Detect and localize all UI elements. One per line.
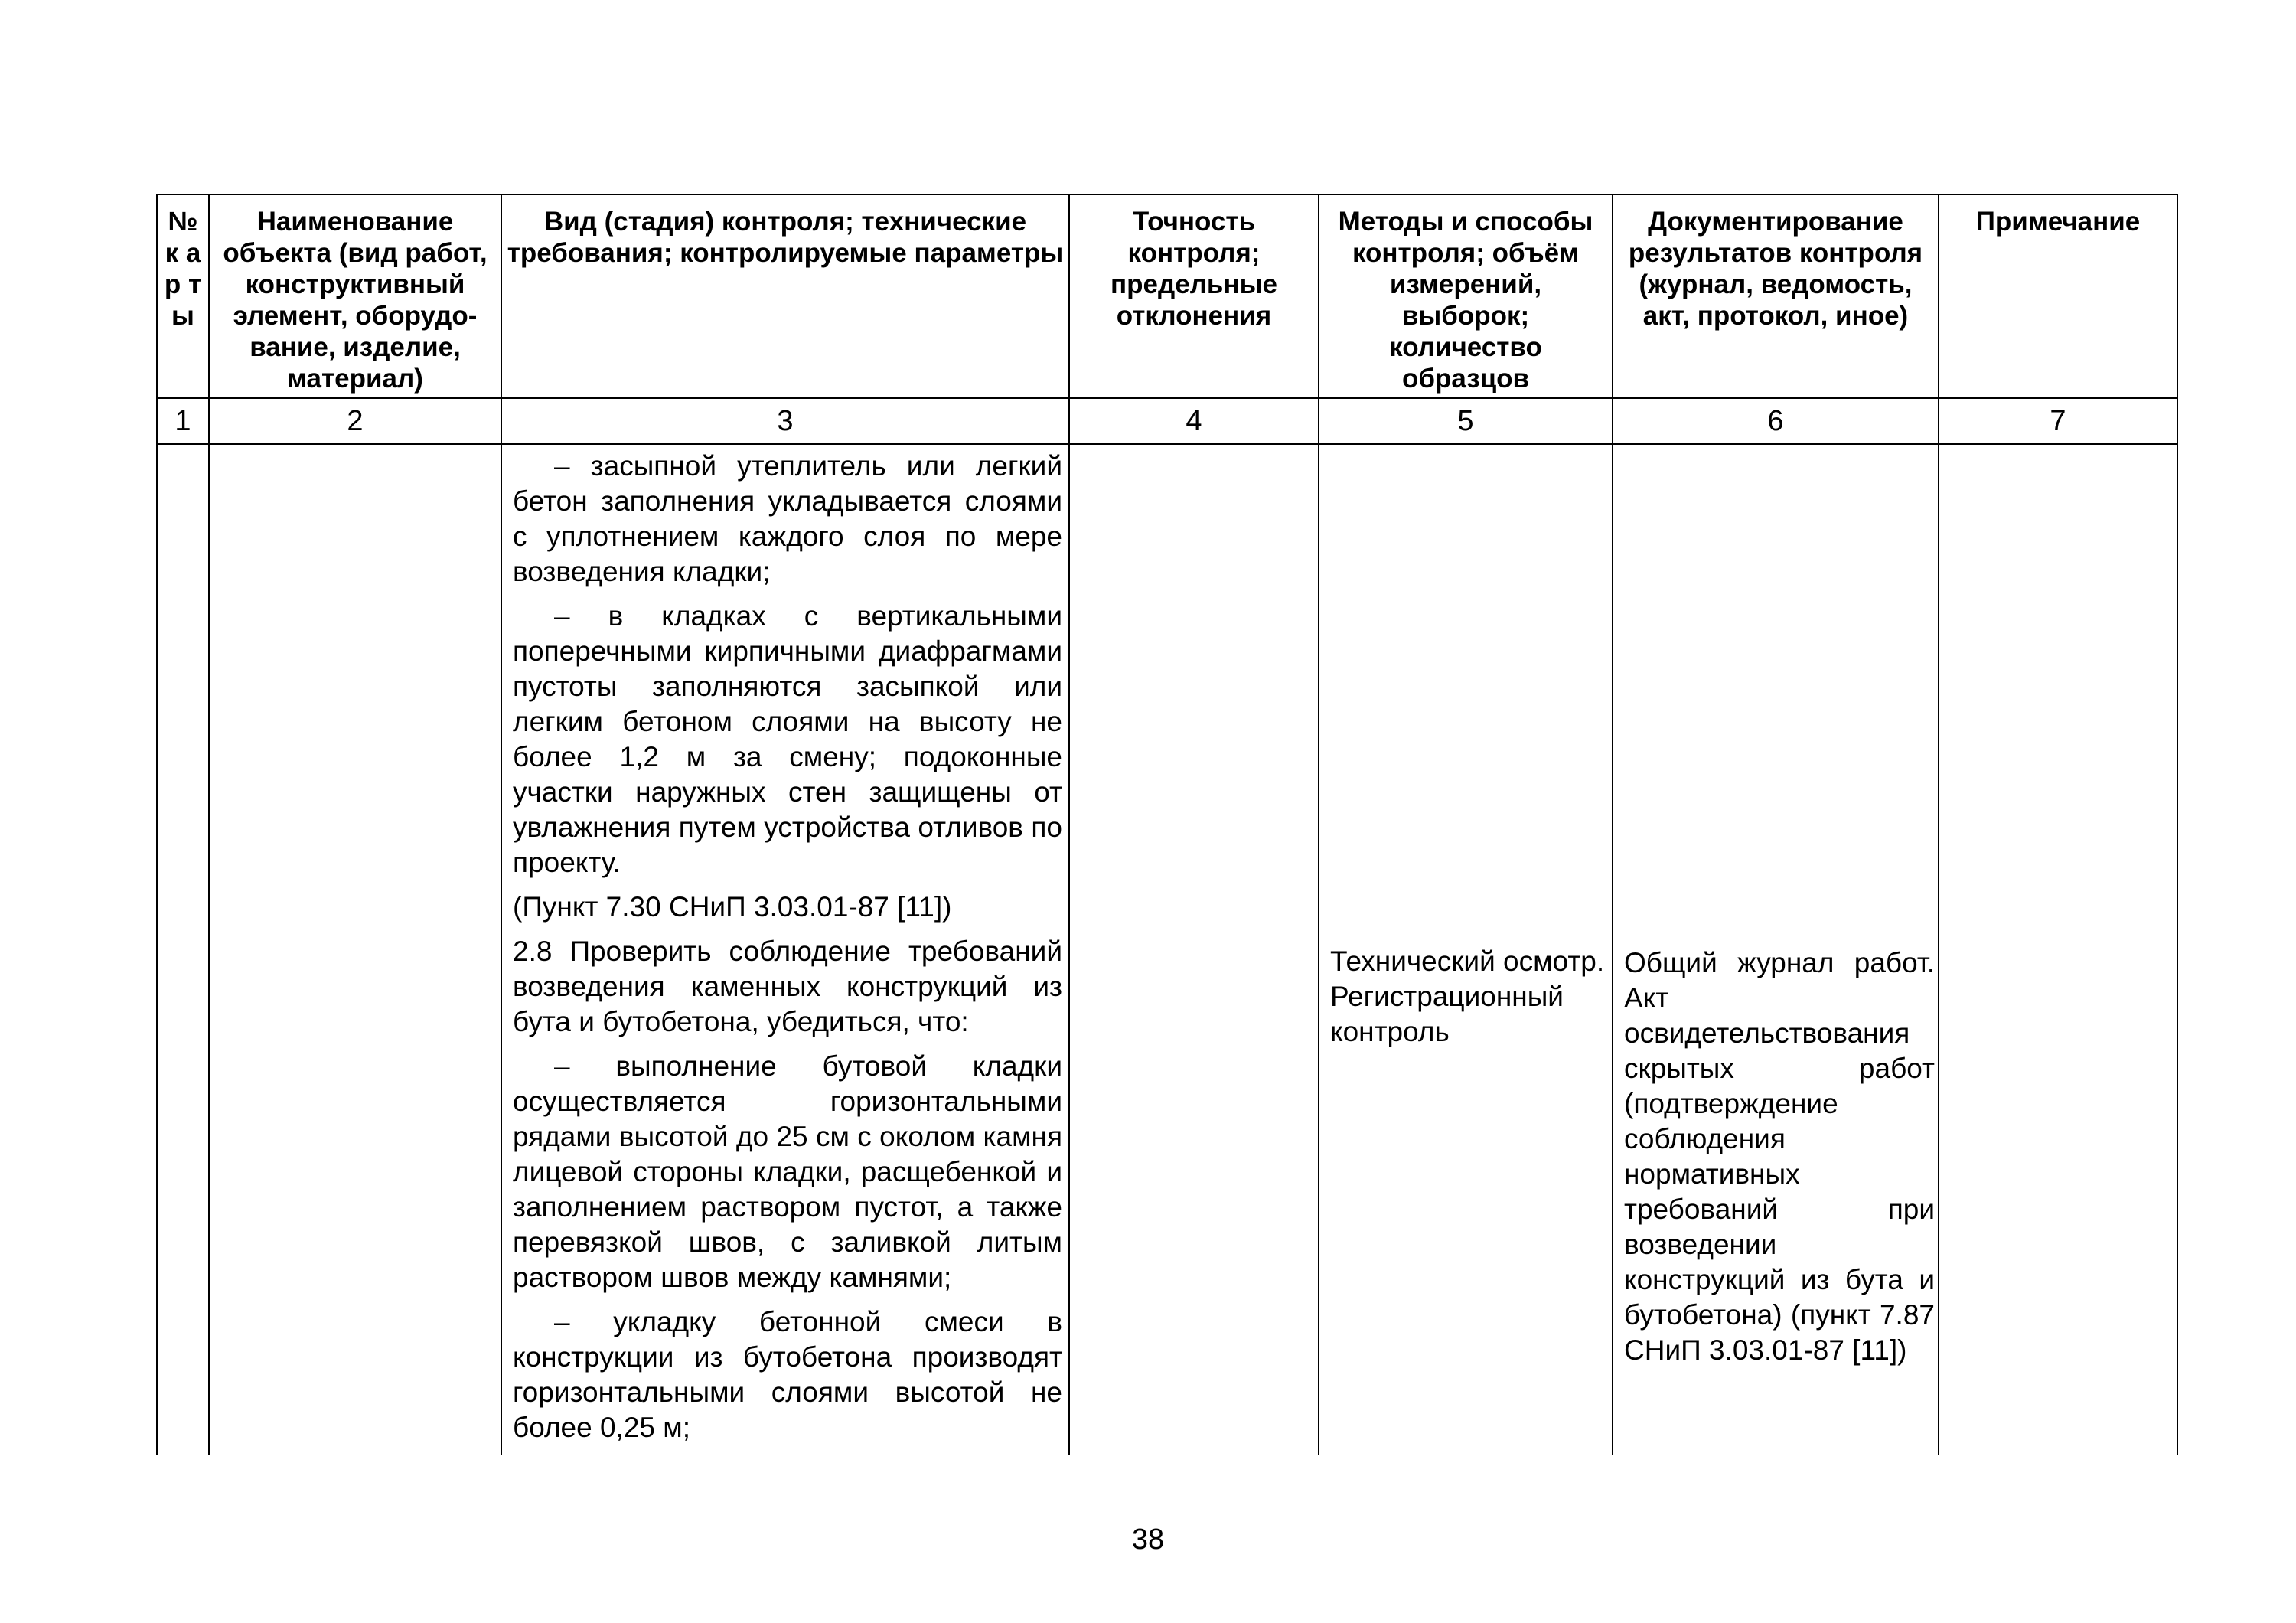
header-card-number: № к а р т ы [157,194,209,398]
methods-line: Регистрационный контроль [1330,981,1564,1047]
control-table [156,194,2178,1455]
header-documentation: Документирование результатов контроля (журнал, ведомость, акт, протокол, иное) [1613,194,1939,398]
header-accuracy: Точность контроля; предельные отклонения [1069,194,1319,398]
cell-card-number [157,444,209,1455]
methods-line: Технический осмотр. [1330,945,1605,977]
header-control-type: Вид (стадия) контроля; технические требования; контролируемые параметры [501,194,1069,398]
requirement-paragraph: – выполнение бутовой кладки осуществляется горизонтальными рядами высотой до 25 см с околом камня лицевой стороны кладки, расщебенкой и заполнением раствором пустот, а также перевязкой швов, с заливкой литым раствором швов между камнями; [513,1050,1062,1293]
header-object-name: Наименование объекта (вид работ, конструктивный элемент, оборудо-вание, изделие, материал) [209,194,501,398]
requirement-paragraph: – в кладках с вертикальными поперечными кирпичными диафрагмами пустоты заполняются засыпкой или легким бетоном слоями на высоту не более 1,2 м за смену; подоконные участки наружных стен защищены от увлажнения путем устройства отливов по проекту. [513,600,1062,878]
column-number: 1 [157,398,209,444]
header-note: Примечание [1939,194,2177,398]
cell-accuracy [1069,444,1319,1455]
reference-paragraph: (Пункт 7.30 СНиП 3.03.01-87 [11]) [513,891,952,923]
column-number: 4 [1069,398,1319,444]
cell-note [1939,444,2177,1455]
cell-object-name [209,444,501,1455]
header-methods: Методы и способы контроля; объём измерений, выборок; количество образцов [1319,194,1613,398]
page-number: 38 [1131,1523,1165,1556]
requirement-heading: 2.8 Проверить соблюдение требований возведения каменных конструкций из бута и бутобетона, убедиться, что: [513,936,1062,1037]
column-number: 7 [1939,398,2177,444]
column-number: 6 [1613,398,1939,444]
column-number: 3 [501,398,1069,444]
column-number-row [157,398,2177,444]
table-row [157,444,2177,1455]
requirement-paragraph: – засыпной утеплитель или легкий бетон заполнения укладывается слоями с уплотнением каждого слоя по мере возведения кладки; [513,450,1062,587]
cell-documentation [1613,444,1939,1455]
cell-requirements [501,444,1069,1455]
documentation-text: Общий журнал работ. Акт освидетельствования скрытых работ (подтверждение соблюдения нормативных требований при возведении конструкций из бута и бутобетона) (пункт 7.87 СНиП 3.03.01-87 [11]) [1624,947,1935,1366]
column-number: 2 [209,398,501,444]
requirement-paragraph: – укладку бетонной смеси в конструкции из бутобетона производят горизонтальными слоями высотой не более 0,25 м; [513,1306,1062,1443]
column-number: 5 [1319,398,1613,444]
cell-methods [1319,444,1613,1455]
header-row [157,194,2177,398]
